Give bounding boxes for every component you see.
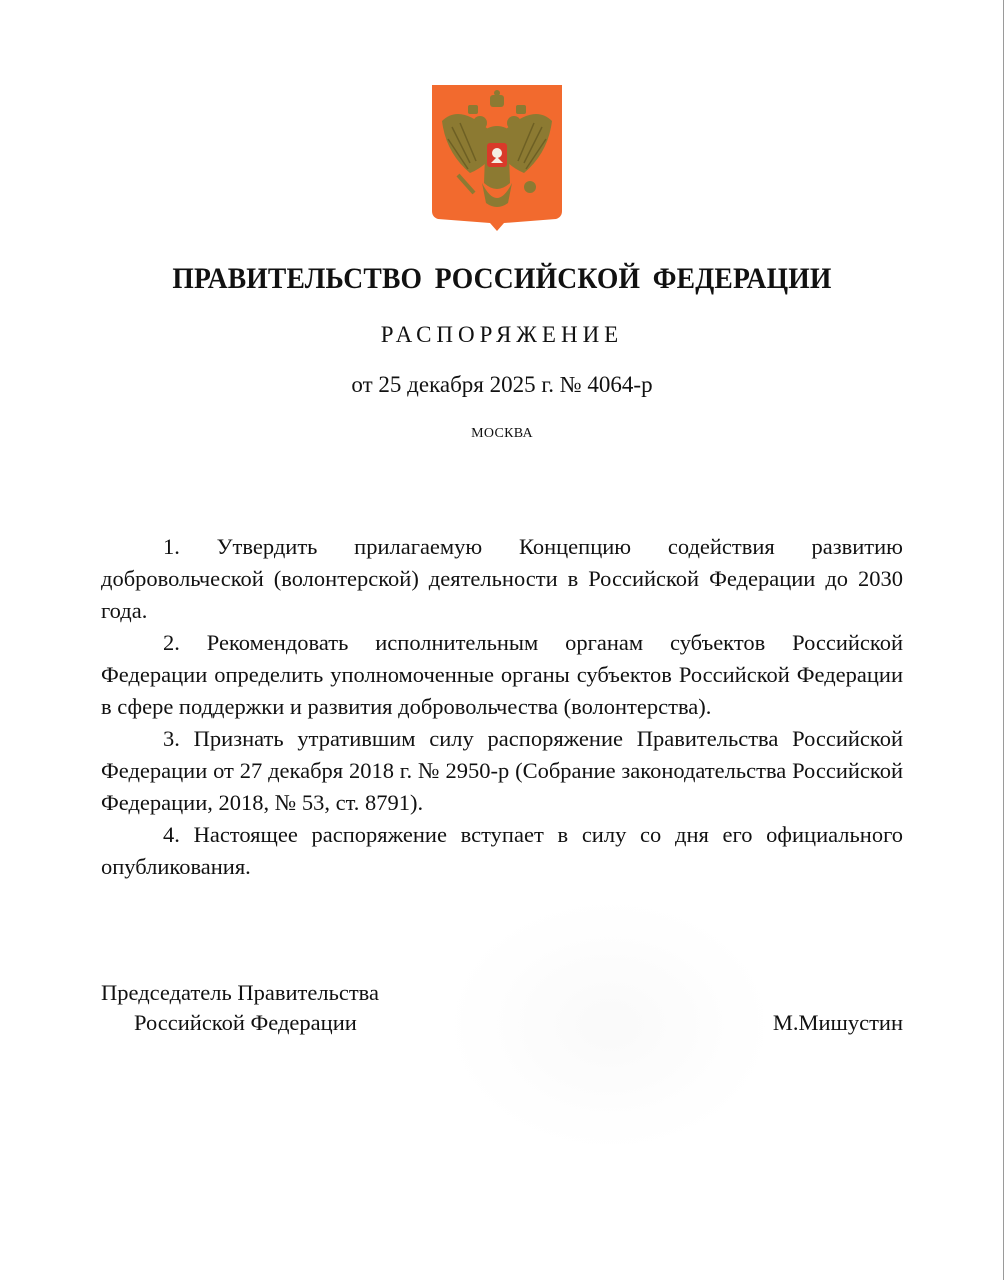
page-edge-divider — [1003, 0, 1004, 1280]
signatory-role-line2: Российской Федерации — [134, 1010, 357, 1035]
signatory-role-line1: Председатель Правительства — [101, 980, 379, 1005]
document-body — [101, 531, 903, 883]
organization-title: ПРАВИТЕЛЬСТВО РОССИЙСКОЙ ФЕДЕРАЦИИ — [172, 262, 832, 295]
document-date-number: от 25 декабря 2025 г. № 4064-р — [351, 372, 653, 397]
paragraph-1: 1. Утвердить прилагаемую Концепцию содействия развитию добровольческой (волонтерской) деятельности в Российской Федерации до 2030 года. — [101, 534, 903, 623]
faded-signature-area — [455, 905, 765, 1145]
document-type: РАСПОРЯЖЕНИЕ — [380, 322, 624, 347]
paragraph-4: 4. Настоящее распоряжение вступает в силу со дня его официального опубликования. — [101, 822, 903, 879]
paragraph-3: 3. Признать утратившим силу распоряжение Правительства Российской Федерации от 27 декабря 2018 г. № 2950-р (Собрание законодательства Российской Федерации, 2018, № 53, ст. 8791). — [101, 726, 903, 815]
paragraph-2: 2. Рекомендовать исполнительным органам субъектов Российской Федерации определить уполномоченные органы субъектов Российской Федерации в сфере поддержки и развития добровольчества (волонтерства). — [101, 630, 903, 719]
coat-of-arms-icon — [430, 83, 564, 231]
document-city: МОСКВА — [471, 426, 533, 441]
signatory-name: М.Мишустин — [772, 1010, 903, 1035]
